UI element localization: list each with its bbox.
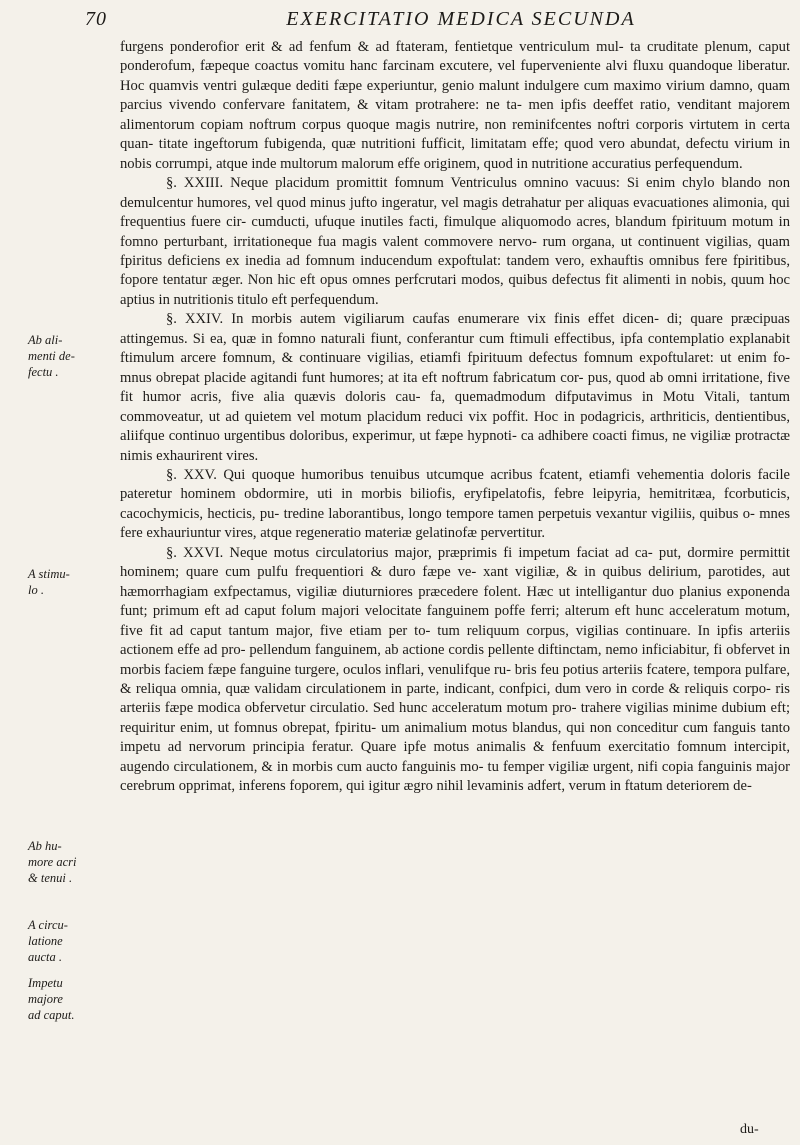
margin-note-line: menti de-: [28, 349, 75, 363]
margin-note-line: fectu .: [28, 365, 59, 379]
margin-note-line: A stimu-: [28, 567, 70, 581]
paragraph-section-24: §. XXIV. In morbis autem vigiliarum caufas enumerare vix finis effet dicen- di; quare præcipuas attingemus. Si ea, quæ in fomno naturali fiunt, conferantur cum ftimuli effectibus, ipfa contemplatio explanabit ftimulum arcere fomnum, & continuare vigilias, etiamfi fpirituum defectus fomnum expoftularet: ut enim fo- mnus obrepat placide agitandi funt humores; at ita eft noftrum fabricatum cor- pus, quod ab omni irritatione, five fit humor acris, five alia quævis doloris cau- fa, quemadmodum difputavimus in Motu Vitali, tantum commoveatur, ut ad quietem vel motum placidum reduci vix poffit. Hoc in podagricis, arthriticis, dentientibus, aliifque continuo urgentibus doloribus, experimur, ut fæpe hypnoti- ca adhibere coacti fimus, ne vigiliæ protractæ nimis exhaurirent vires.: [120, 311, 790, 464]
margin-note-line: & tenui .: [28, 871, 73, 885]
margin-note-a-circulatione: [28, 917, 118, 965]
margin-note-line: Ab hu-: [28, 839, 62, 853]
margin-note-line: more acri: [28, 855, 77, 869]
margin-note-impetu-majore: [28, 975, 118, 1023]
margin-note-ab-humore: [28, 838, 118, 886]
margin-note-a-stimulo: [28, 566, 118, 598]
paragraph-section-26: §. XXVI. Neque motus circulatorius major, præprimis fi impetum faciat ad ca- put, dormire permittit hominem; quare cum pulfu frequentiori & duro fæpe ve- xant vigiliæ, & in quibus delirium, parotides, aut hæmorrhagiam exfpectamus, vigiliæ diuturniores præcedere folent. Hæc ut intelligantur duo planius exponenda funt; primum eft ad caput folum majori velocitate fanguinem poffe ferri; alterum eft hunc acceleratum motum, five fit ad caput tantum major, five etiam per to- tum reliquum corpus, vigilias continuare. In ipfis arteriis actionem effe ad pro- pellendum fanguinem, ab actione cordis pellente diftinctam, nemo inficiabitur, fi obfervet in morbis faciem fæpe fanguine turgere, oculos inflari, venulifque ru- bris feu potius arteriis fcatere, tempora pulfare, & reliqua omnia, quæ validam circulationem in parte, indicant, confpici, dum vero in corde & reliquis corpo- ris arteriis fæpe modica obfervetur circulatio. Sed hunc acceleratum motum pro- trahere vigilias minime dubium eft; requiritur enim, ut fomnus obrepat, fpiritu- um animalium motus blandus, qui non conceditur cum fanguis tanto impetu ad nervorum principia feratur. Quare ipfe motus animalis & fenfuum exercitatio fomnum intercipit, augendo circulationem, & in morbis cum aucto fanguinis mo- tu femper vigiliæ urgent, nifi copia fanguinis major cerebrum opprimat, inferens foporem, qui igitur ægro nihil levaminis adfert, verum in ftatum deteriorem de-: [120, 544, 790, 795]
running-title: EXERCITATIO MEDICA SECUNDA: [286, 8, 636, 30]
page-header: [85, 8, 785, 31]
margin-note-line: latione: [28, 934, 63, 948]
margin-note-line: aucta .: [28, 950, 63, 964]
paragraph-continuation: furgens ponderofior erit & ad fenfum & ad ftateram, fentietque ventriculum mul- ta cruditate plenum, caput ponderofum, fæpeque coactus vomitu hanc farcinam excutere, vel fuperveniente alvi fluxu quandoque liberatur. Hoc quamvis ventri gulæque dediti fæpe experiuntur, genio malunt indulgere cum maximo virium damno, quam parcius vivendo confervare fanitatem, & vitam protrahere: ne ta- men ipfis deeffet ratio, venditant majorem alimentorum copiam noftrum corpus quoque magis nutrire, non reminifcentes noftri corporis virtutem in certa quan- titate ingeftorum fubigenda, quæ nutritioni fufficit, limitatam effe; quod vero abundat, defectu virium in nobis corrumpi, atque inde multorum malorum effe originem, quod in nutritione accuratius perfequendum.: [120, 39, 790, 172]
margin-note-line: ad caput.: [28, 1008, 75, 1022]
paragraph-section-25: §. XXV. Qui quoque humoribus tenuibus utcumque acribus fcatent, etiamfi vehementia doloris facile pateretur hominem obdormire, uti in morbis biliofis, eryfipelatofis, febre leipyria, hemitritæa, fcorbuticis, cacochymicis, hecticis, pu- tredine laborantibus, longo tempore tamen perpetuis vexantur vigiliis, quibus o- mnes fere exhauriuntur vires, atque regeneratio materiæ gelatinofæ pervertitur.: [120, 466, 790, 542]
page-number: 70: [85, 8, 107, 30]
catchword: du-: [740, 1122, 759, 1137]
margin-note-line: Impetu: [28, 976, 63, 990]
margin-note-line: majore: [28, 992, 63, 1006]
margin-note-line: Ab ali-: [28, 333, 63, 347]
paragraph-section-23: §. XXIII. Neque placidum promittit fomnum Ventriculus omnino vacuus: Si enim chylo blando non demulcentur humores, vel quod minus jufto ingeratur, vel magis detrahatur per aliquas evacuationes alimonia, qui frequentius fuere cir- cumducti, ufuque inutiles facti, fimulque aliquomodo acres, blandum fpirituum motum in fomno perturbant, irritationeque fua magis valent commovere nervo- rum organa, ut continuent vigilias, quam fpiritus deficiens ex inedia ad fomnum inducendum expoftulat: tandem vero, exhauftis omnibus fere fpiritibus, fopore tentatur æger. Non hic eft opus omnes perfcrutari modos, quibus defectus fit alimenti in nobis, quum hoc aptius in nutritionis titulo eft perfequendum.: [120, 175, 790, 308]
margin-note-line: A circu-: [28, 918, 68, 932]
body-text: [120, 38, 790, 797]
margin-note-ab-alimenti: [28, 332, 118, 380]
margin-note-line: lo .: [28, 583, 44, 597]
